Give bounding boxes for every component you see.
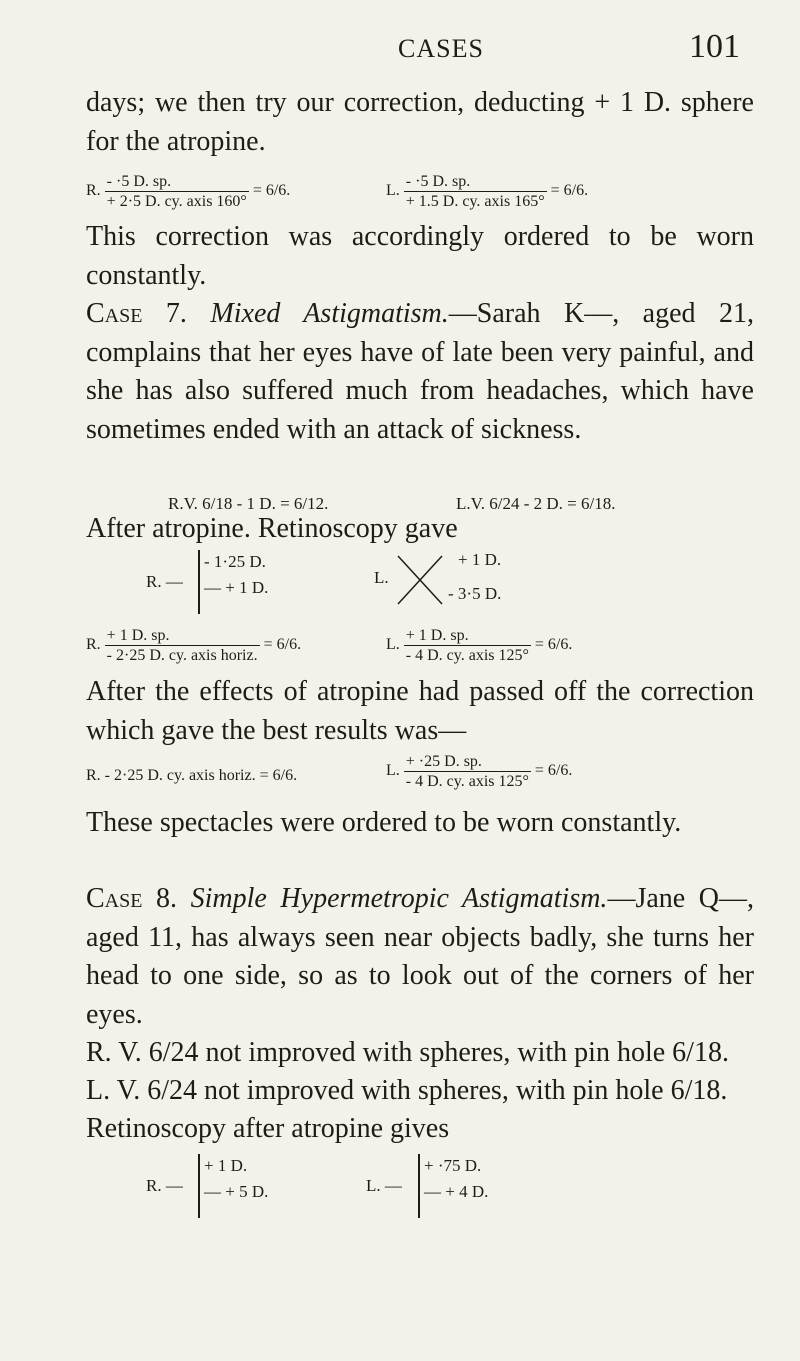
formula-prefix: R. xyxy=(86,636,101,654)
formula-numerator: - ·5 D. sp. xyxy=(105,172,249,192)
retinoscopy-right-top: - 1·25 D. xyxy=(204,552,266,571)
paragraph-4: After the effects of atropine had passed off the correction which gave the best results was— xyxy=(86,676,754,746)
formula-denominator: - 4 D. cy. axis 125° xyxy=(405,647,529,664)
formula-prefix: R. xyxy=(86,182,101,200)
formula-right-eye-3: R. - 2·25 D. cy. axis horiz. = 6/6. xyxy=(86,767,298,784)
page-number: 101 xyxy=(689,28,740,65)
running-head: CASES xyxy=(398,34,484,63)
retinoscopy-left-bottom: - 3·5 D. xyxy=(448,584,502,603)
retinoscopy-right-prefix: R. — xyxy=(146,572,183,591)
retinoscopy-right-prefix-2: R. — xyxy=(146,1176,183,1195)
formula-fraction xyxy=(105,626,260,665)
formula-denominator: - 2·25 D. cy. axis horiz. xyxy=(106,647,258,664)
formula-result: = 6/6. xyxy=(252,182,291,200)
formula-prefix: L. xyxy=(386,636,400,654)
retinoscopy-right-bottom-2: — + 5 D. xyxy=(204,1182,269,1201)
oblique-cross xyxy=(392,550,448,610)
retinoscopy-left-prefix: L. xyxy=(374,568,389,587)
case-8-paragraph xyxy=(86,880,754,1034)
retinoscopy-left-prefix-2: L. — xyxy=(366,1176,402,1195)
paragraph-3: After atropine. Retinoscopy gave xyxy=(86,513,458,544)
formula-left-eye-2 xyxy=(386,626,572,665)
formula-fraction xyxy=(404,626,531,665)
case-7-paragraph xyxy=(86,295,754,449)
paragraph-5: These spectacles were ordered to be worn constantly. xyxy=(86,807,682,838)
paragraph-8: Retinoscopy after atropine gives xyxy=(86,1113,450,1144)
retinoscopy-left-top-2: + ·75 D. xyxy=(424,1156,482,1175)
retinoscopy-left-bottom-2: — + 4 D. xyxy=(424,1182,489,1201)
formula-result: = 6/6. xyxy=(534,636,573,654)
formula-fraction xyxy=(404,752,531,791)
formula-right-eye-1 xyxy=(86,172,290,211)
case-label: Case 8. xyxy=(86,883,178,914)
formula-result: = 6/6. xyxy=(534,762,573,780)
retinoscopy-right-bottom: — + 1 D. xyxy=(204,578,269,597)
formula-fraction xyxy=(404,172,547,211)
paragraph-7: L. V. 6/24 not improved with spheres, with pin hole 6/18. xyxy=(86,1075,728,1106)
cross-vertical-bar xyxy=(198,550,200,614)
paragraph-6: R. V. 6/24 not improved with spheres, with pin hole 6/18. xyxy=(86,1037,729,1068)
formula-left-eye-3 xyxy=(386,752,572,791)
vision-right: R.V. 6/18 - 1 D. = 6/12. xyxy=(168,494,329,513)
formula-fraction xyxy=(105,172,249,211)
case-text: —Sarah K—, aged 21, complains that her eyes have of late been very painful, and she has also suffered much from headaches, which have sometimes ended with an attack of sickness. xyxy=(86,298,755,445)
formula-numerator: + 1 D. sp. xyxy=(404,626,531,646)
case-title: Mixed Astigmatism. xyxy=(210,298,449,329)
case-label: Case 7. xyxy=(86,298,187,329)
page-header xyxy=(80,28,740,68)
formula-numerator: + 1 D. sp. xyxy=(105,626,260,646)
formula-prefix: L. xyxy=(386,762,400,780)
paragraph-2: This correction was accordingly ordered to be worn constantly. xyxy=(86,221,754,291)
formula-denominator: + 2·5 D. cy. axis 160° xyxy=(106,193,247,210)
case-text: —Jane Q—, aged 11, has always seen near objects badly, she turns her head to one side, so as to look out of the corners of her eyes. xyxy=(86,883,754,1030)
formula-result: = 6/6. xyxy=(263,636,302,654)
case-title: Simple Hypermetropic Astigmatism. xyxy=(190,883,608,914)
paragraph-1: days; we then try our correction, deducting + 1 D. sphere for the atropine. xyxy=(86,87,754,157)
formula-result: = 6/6. xyxy=(550,182,589,200)
formula-denominator: - 4 D. cy. axis 125° xyxy=(405,773,529,790)
formula-left-eye-1 xyxy=(386,172,588,211)
formula-numerator: + ·25 D. sp. xyxy=(404,752,531,772)
vision-left: L.V. 6/24 - 2 D. = 6/18. xyxy=(456,494,616,513)
cross-vertical-bar xyxy=(198,1154,200,1218)
retinoscopy-left-top: + 1 D. xyxy=(458,550,502,569)
formula-right-eye-2 xyxy=(86,626,301,665)
cross-vertical-bar xyxy=(418,1154,420,1218)
retinoscopy-right-top-2: + 1 D. xyxy=(204,1156,248,1175)
formula-denominator: + 1.5 D. cy. axis 165° xyxy=(405,193,545,210)
formula-prefix: L. xyxy=(386,182,400,200)
formula-numerator: - ·5 D. sp. xyxy=(404,172,547,192)
